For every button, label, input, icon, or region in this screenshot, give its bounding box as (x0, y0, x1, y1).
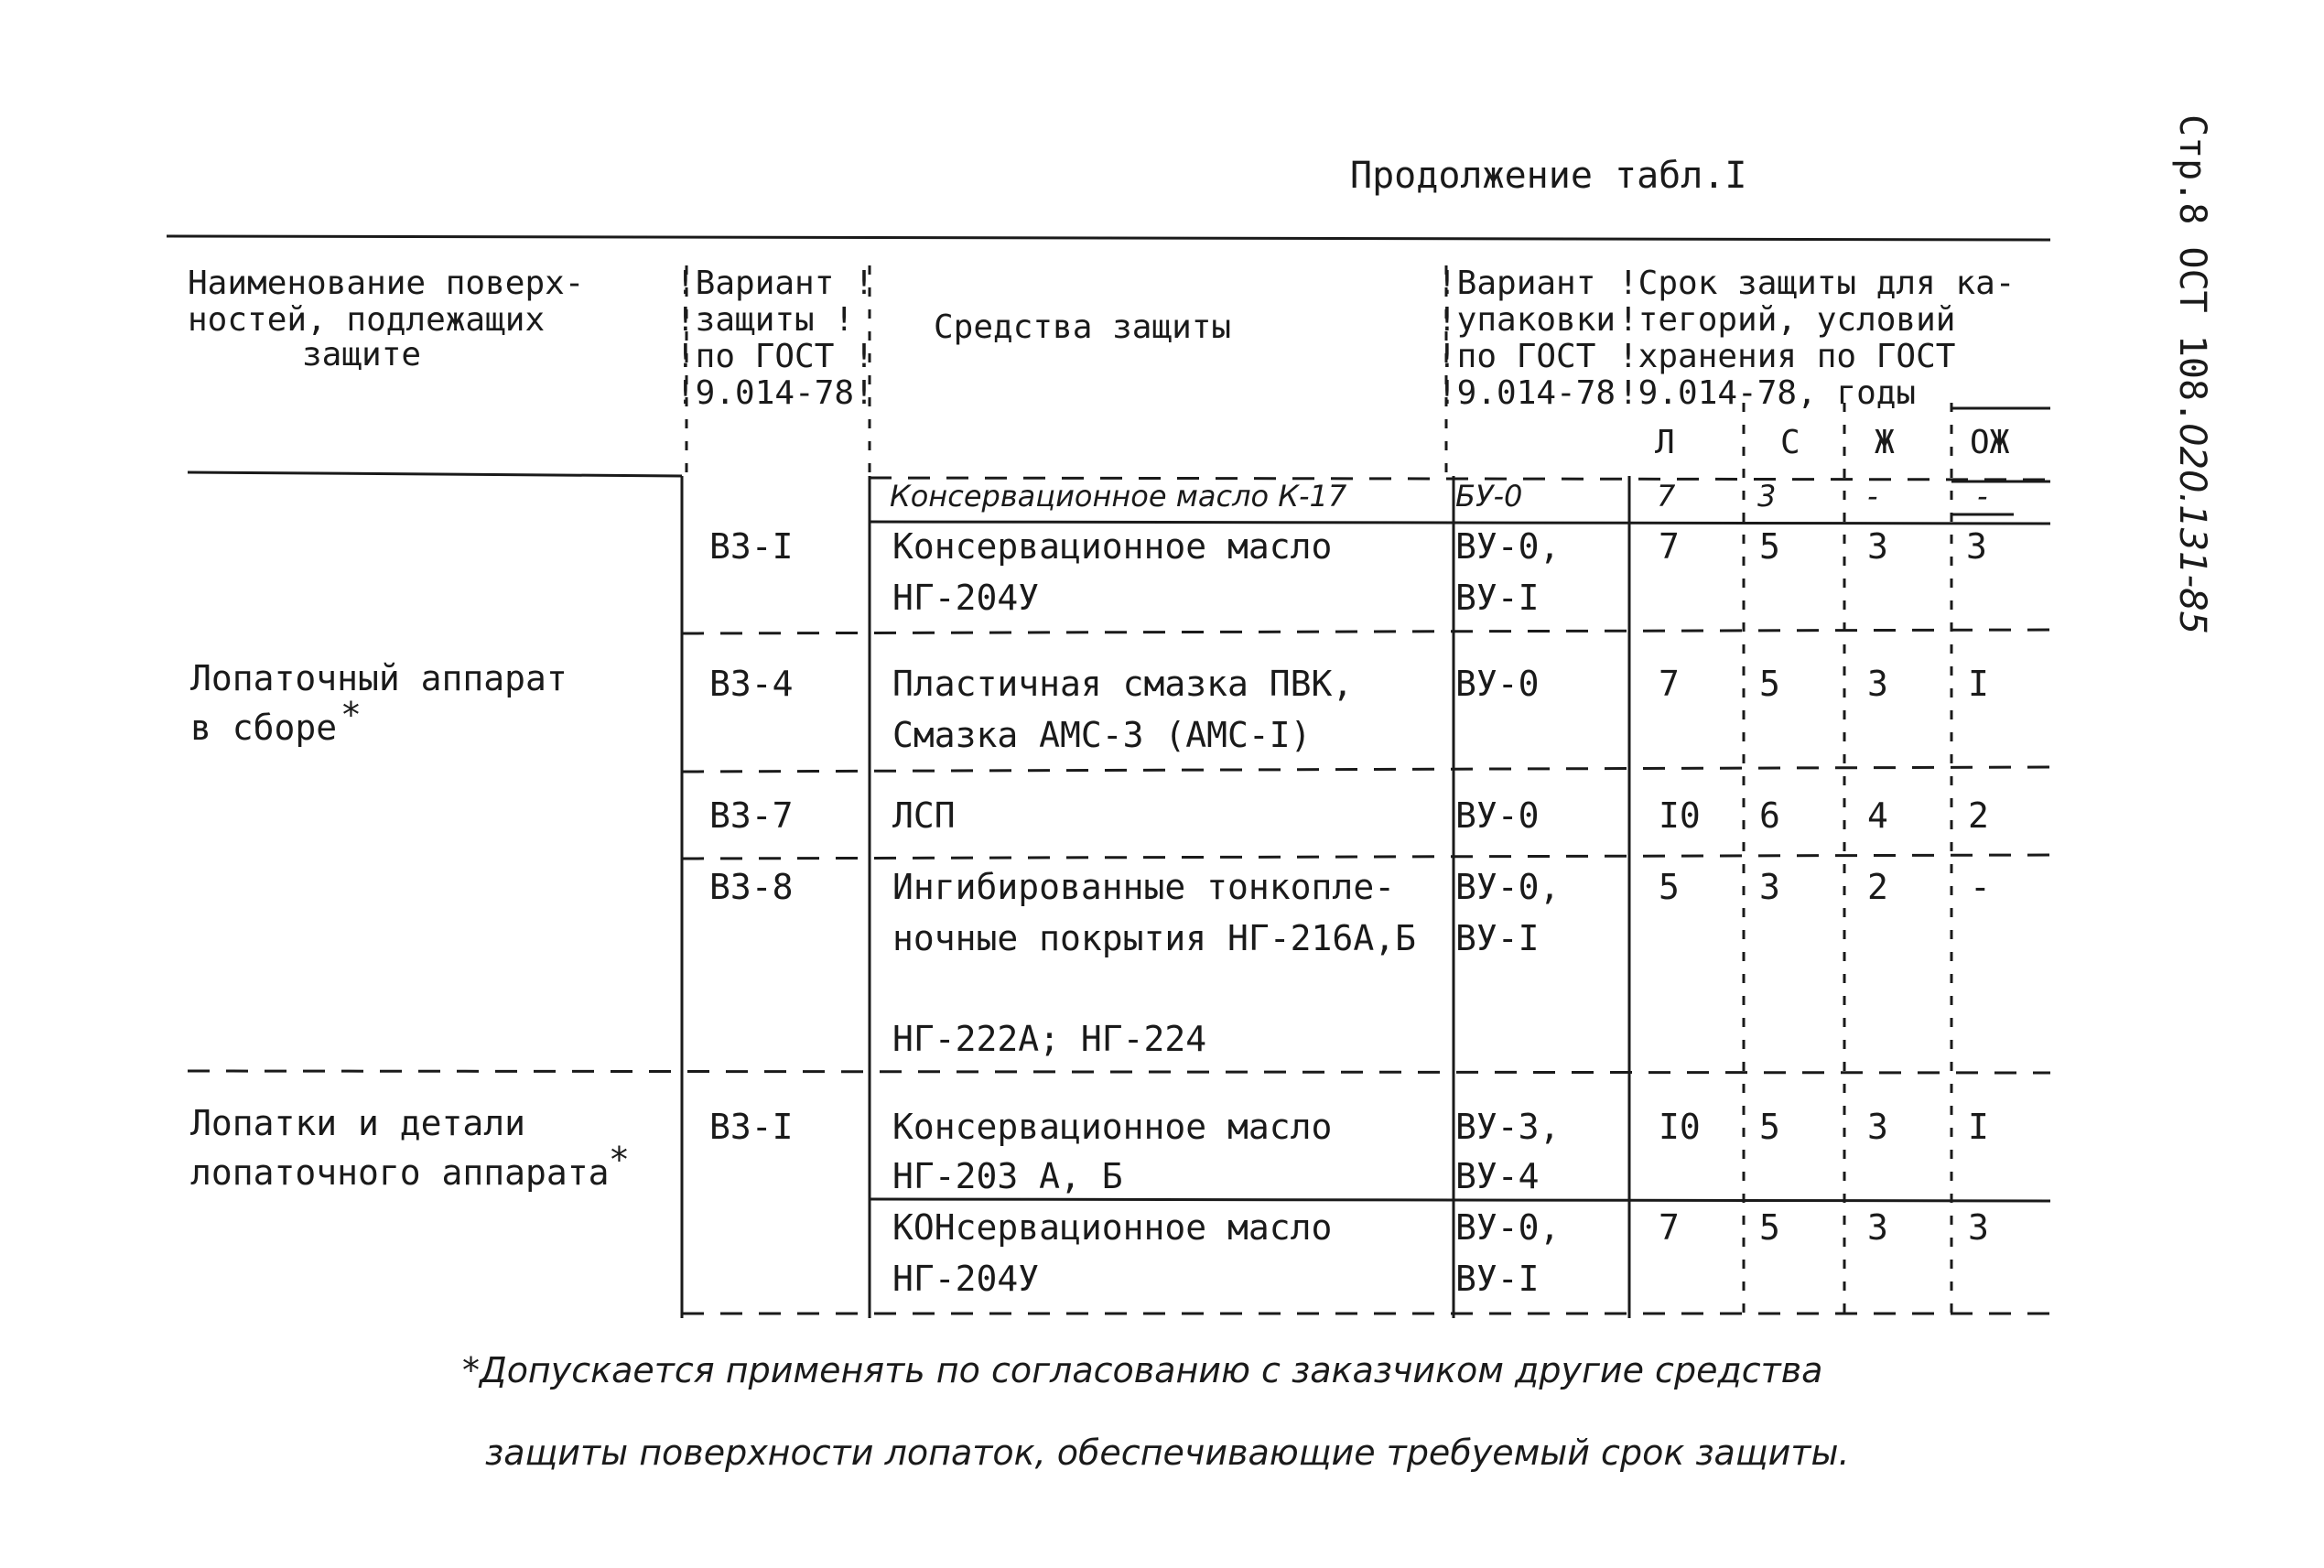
header-cat-s: С (1780, 424, 1800, 461)
table-continuation-title: Продолжение табл.I (1350, 155, 1747, 197)
header-bottom-rule (188, 472, 682, 476)
header-cat-ozh: ОЖ (1970, 424, 2010, 461)
header-means: Средства защиты (934, 308, 1232, 346)
header-cat-zh: Ж (1875, 424, 1895, 461)
top-rule (167, 236, 2050, 240)
header-cat-l: Л (1655, 424, 1675, 461)
page-side-label: Стр.8 ОСТ 108.020.131-85 (2171, 114, 2213, 634)
